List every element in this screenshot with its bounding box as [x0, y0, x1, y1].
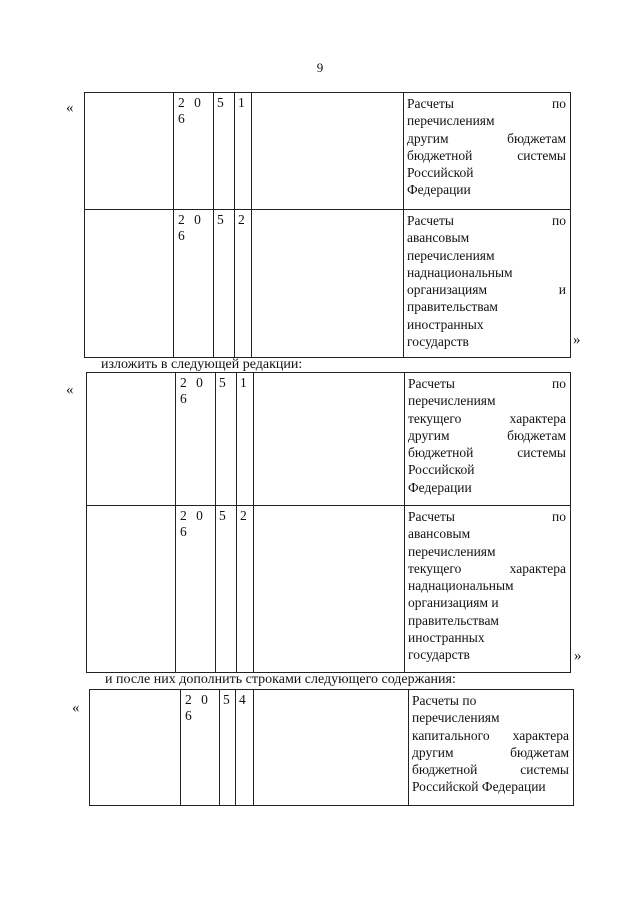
- empty-cell: [90, 690, 181, 806]
- description-line: Расчеты по: [407, 96, 566, 111]
- description-line: иностранных: [407, 316, 484, 332]
- description-line: Расчеты по: [408, 509, 566, 524]
- description-line: организациям и: [407, 282, 566, 298]
- page-number: 9: [316, 60, 324, 75]
- empty-cell: [85, 93, 174, 210]
- description-line: Расчеты по: [408, 376, 566, 391]
- code-cell: 2 0 6: [174, 93, 214, 210]
- code-cell: 5: [216, 506, 237, 673]
- description-line: государств: [408, 647, 470, 663]
- description-line: другим бюджетам: [408, 427, 566, 443]
- table-block-3: [89, 689, 574, 806]
- description-line: текущего характера: [408, 560, 566, 576]
- code-cell: 2 0 6: [176, 373, 216, 506]
- description-line: наднациональным: [407, 264, 513, 280]
- description-line: организациям и: [408, 595, 499, 611]
- code-cell: 1: [235, 93, 252, 210]
- empty-cell: [85, 210, 174, 358]
- opening-quote: «: [66, 100, 74, 116]
- description-cell: [405, 506, 571, 673]
- description-line: перечислениям: [407, 113, 495, 129]
- description-line: капитального характера: [412, 727, 569, 743]
- description-line: авансовым: [408, 526, 471, 542]
- instruction-text: изложить в следующей редакции:: [101, 357, 303, 372]
- code-cell: 2 0 6: [176, 506, 216, 673]
- description-line: бюджетной системы: [408, 445, 566, 461]
- description-line: текущего характера: [408, 410, 566, 426]
- table-row: [85, 93, 571, 210]
- empty-cell: [252, 93, 404, 210]
- empty-cell: [254, 690, 409, 806]
- description-line: Российской: [407, 165, 474, 181]
- description-line: Расчеты по: [412, 693, 477, 708]
- description-line: перечислениям: [412, 710, 500, 726]
- table-row: [85, 210, 571, 358]
- description-line: другим бюджетам: [407, 130, 566, 146]
- description-cell: [404, 210, 571, 358]
- code-cell: 5: [214, 210, 235, 358]
- table-row: [90, 690, 574, 806]
- description-line: Федерации: [407, 182, 471, 198]
- description-line: иностранных: [408, 630, 485, 646]
- description-line: бюджетной системы: [412, 762, 569, 778]
- description-line: другим бюджетам: [412, 744, 569, 760]
- empty-cell: [254, 506, 405, 673]
- empty-cell: [87, 506, 176, 673]
- table-row: [87, 506, 571, 673]
- description-line: наднациональным: [408, 578, 514, 594]
- opening-quote: «: [72, 700, 80, 716]
- description-line: перечислениям: [408, 393, 496, 409]
- description-line: государств: [407, 334, 469, 350]
- code-cell: 2: [237, 506, 254, 673]
- code-cell: 1: [237, 373, 254, 506]
- closing-quote: »: [573, 332, 581, 348]
- description-line: авансовым: [407, 230, 470, 246]
- table-row: [87, 373, 571, 506]
- table-block-1: [84, 92, 571, 358]
- description-line: правительствам: [408, 612, 499, 628]
- code-cell: 4: [236, 690, 254, 806]
- code-cell: 5: [216, 373, 237, 506]
- description-line: Федерации: [408, 479, 472, 495]
- opening-quote: «: [66, 382, 74, 398]
- closing-quote: »: [574, 648, 582, 664]
- empty-cell: [254, 373, 405, 506]
- code-cell: 2 0 6: [181, 690, 220, 806]
- description-line: перечислениям: [408, 543, 496, 559]
- description-cell: [404, 93, 571, 210]
- code-cell: 2 0 6: [174, 210, 214, 358]
- description-cell: [405, 373, 571, 506]
- description-line: Российской Федерации: [412, 779, 546, 795]
- description-line: Российской: [408, 462, 475, 478]
- code-cell: 5: [220, 690, 236, 806]
- empty-cell: [252, 210, 404, 358]
- empty-cell: [87, 373, 176, 506]
- code-cell: 5: [214, 93, 235, 210]
- description-line: бюджетной системы: [407, 147, 566, 163]
- code-cell: 2: [235, 210, 252, 358]
- description-cell: [409, 690, 574, 806]
- description-line: Расчеты по: [407, 213, 566, 228]
- description-line: перечислениям: [407, 247, 495, 263]
- instruction-text: и после них дополнить строками следующего содержания:: [105, 672, 456, 687]
- table-block-2: [86, 372, 571, 673]
- description-line: правительствам: [407, 299, 498, 315]
